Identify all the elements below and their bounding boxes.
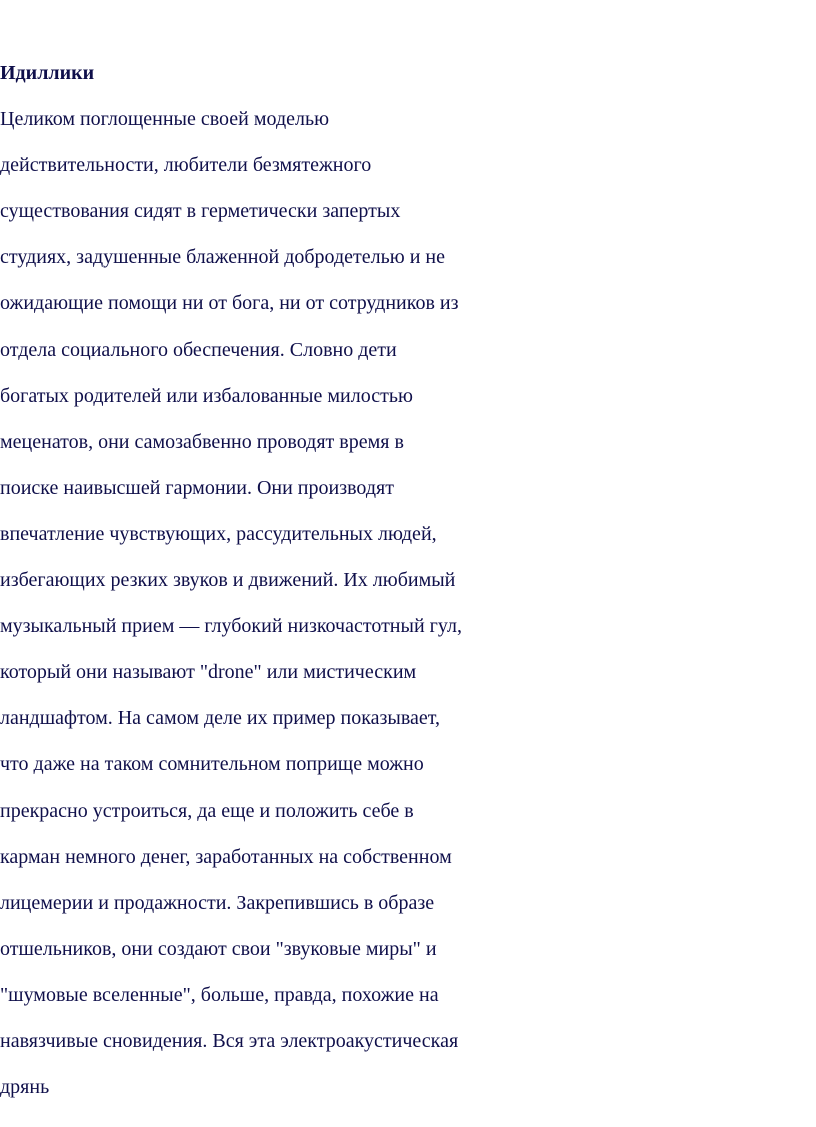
text-line: ландшафтом. На самом деле их пример показывает,: [0, 707, 441, 730]
text-line: дрянь: [0, 1076, 50, 1099]
text-line: навязчивые сновидения. Вся эта электроакустическая: [0, 1029, 459, 1052]
text-line: Целиком поглощенные своей моделью: [0, 108, 330, 131]
text-line: лицемерии и продажности. Закрепившись в образе: [0, 891, 435, 914]
text-line: карман немного денег, заработанных на собственном: [0, 845, 452, 868]
text-line: студиях, задушенные блаженной добродетелью и не: [0, 246, 445, 269]
text-line: меценатов, они самозабвенно проводят время в: [0, 430, 404, 453]
document-title: Идиллики: [0, 62, 95, 84]
text-line: "шумовые вселенные", больше, правда, похожие на: [0, 983, 439, 1006]
text-line: существования сидят в герметически запертых: [0, 200, 401, 223]
text-line: поиске наивысшей гармонии. Они производят: [0, 476, 394, 499]
text-line: который они называют "drone" или мистическим: [0, 661, 417, 684]
text-line: что даже на таком сомнительном поприще можно: [0, 753, 424, 776]
text-line: избегающих резких звуков и движений. Их любимый: [0, 569, 456, 592]
text-line: действительности, любители безмятежного: [0, 154, 372, 177]
text-line: ожидающие помощи ни от бога, ни от сотрудников из: [0, 292, 459, 315]
text-line: отдела социального обеспечения. Словно дети: [0, 338, 397, 361]
text-line: впечатление чувствующих, рассудительных людей,: [0, 522, 437, 545]
text-line: музыкальный прием — глубокий низкочастотный гул,: [0, 615, 462, 638]
text-line: отшельников, они создают свои "звуковые миры" и: [0, 937, 437, 960]
text-line: прекрасно устроиться, да еще и положить себе в: [0, 799, 414, 822]
text-line: богатых родителей или избалованные милостью: [0, 384, 413, 407]
document-body: [0, 50, 816, 1110]
